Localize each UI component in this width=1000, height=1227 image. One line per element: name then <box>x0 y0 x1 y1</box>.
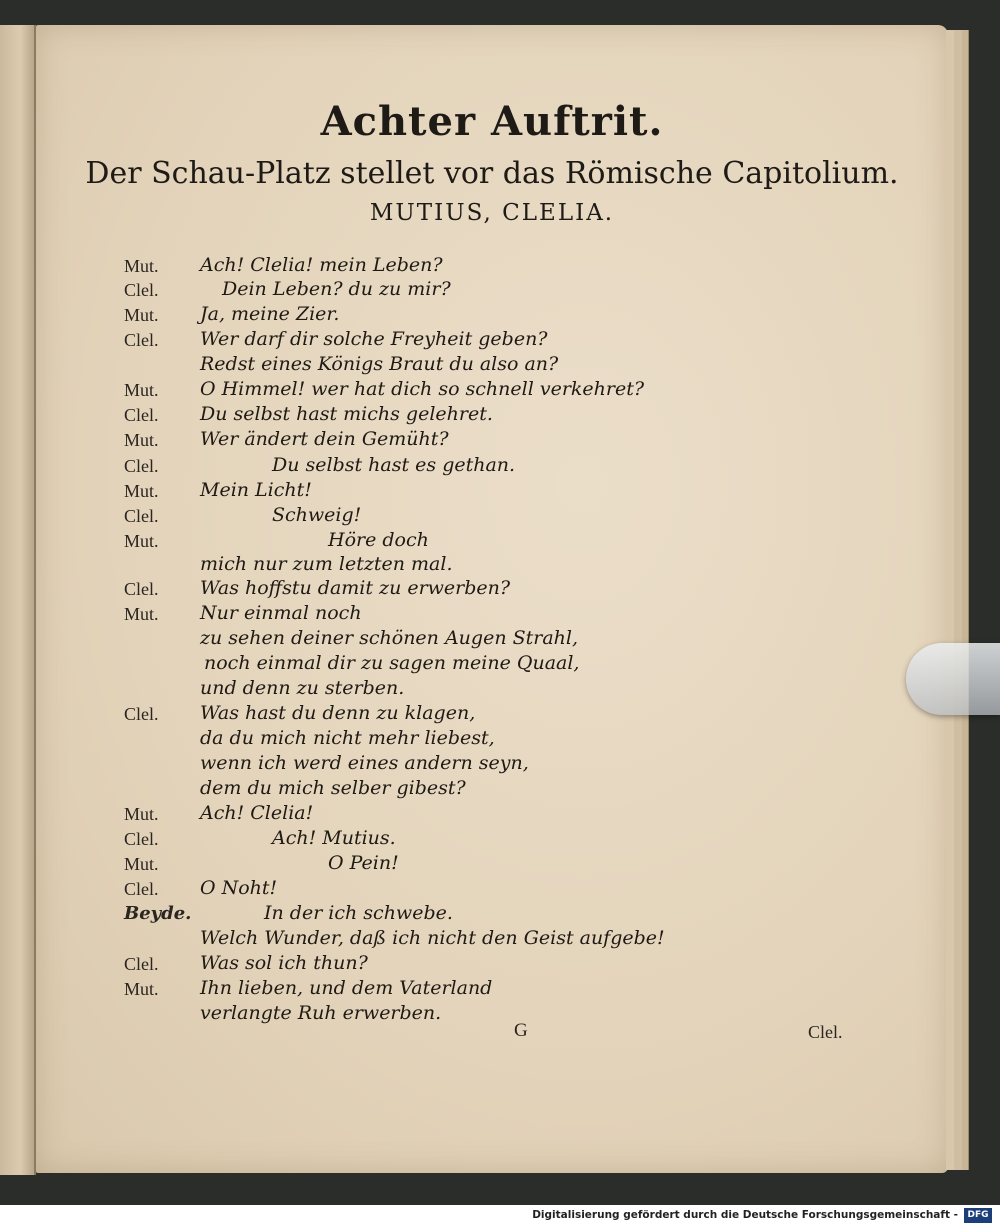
speaker-label: Mut. <box>124 380 159 400</box>
footer-bar <box>0 1205 1000 1227</box>
dialogue-line: O Noht! <box>200 877 278 899</box>
dialogue-line: zu sehen deiner schönen Augen Strahl, <box>200 627 579 649</box>
characters-heading: MUTIUS, CLELIA. <box>369 200 615 226</box>
speaker-label: Clel. <box>124 954 159 974</box>
dialogue-line: noch einmal dir zu sagen meine Quaal, <box>204 652 580 674</box>
dialogue-line: Wer ändert dein Gemüht? <box>200 428 449 450</box>
speaker-label: Clel. <box>124 405 159 425</box>
speaker-label: Clel. <box>124 704 159 724</box>
act-heading: Achter Auftrit. <box>320 98 664 145</box>
dialogue-line: wenn ich werd eines andern seyn, <box>200 752 529 774</box>
speaker-label: Clel. <box>124 280 159 300</box>
speaker-label: Clel. <box>124 879 159 899</box>
speaker-label: Mut. <box>124 804 159 824</box>
dialogue-line: Mein Licht! <box>200 479 312 501</box>
dialogue-line: Ach! Clelia! mein Leben? <box>200 254 443 276</box>
dialogue-line: Ach! Mutius. <box>272 827 396 849</box>
dialogue-line: Dein Leben? du zu mir? <box>222 278 451 300</box>
speaker-label: Mut. <box>124 854 159 874</box>
dialogue-line: dem du mich selber gibest? <box>200 777 466 799</box>
speaker-label: Clel. <box>124 829 159 849</box>
dialogue-line: mich nur zum letzten mal. <box>200 553 453 575</box>
signature-mark: G <box>514 1020 528 1041</box>
speaker-label: Mut. <box>124 256 159 276</box>
dialogue-line: verlangte Ruh erwerben. <box>200 1002 442 1024</box>
dialogue-line: Ja, meine Zier. <box>200 303 340 325</box>
speaker-label: Mut. <box>124 979 159 999</box>
dialogue-line: Redst eines Königs Braut du also an? <box>200 353 559 375</box>
dialogue-line: Ihn lieben, und dem Vaterland <box>200 977 493 999</box>
dfg-logo[interactable]: DFG <box>964 1208 992 1223</box>
dialogue-line: und denn zu sterben. <box>200 677 405 699</box>
dialogue-line: Schweig! <box>272 504 362 526</box>
page-clip <box>906 643 1000 715</box>
speaker-label: Mut. <box>124 531 159 551</box>
speaker-label: Clel. <box>124 579 159 599</box>
catchword: Clel. <box>808 1022 843 1042</box>
dialogue-line: da du mich nicht mehr liebest, <box>200 727 495 749</box>
scene-heading: Der Schau-Platz stellet vor das Römische Capitolium. <box>85 156 899 191</box>
book-page <box>36 25 948 1173</box>
dialogue-line: Was sol ich thun? <box>200 952 368 974</box>
dialogue-line: O Himmel! wer hat dich so schnell verkehret? <box>200 378 645 400</box>
speaker-label: Mut. <box>124 604 159 624</box>
dialogue-line: Welch Wunder, daß ich nicht den Geist aufgebe! <box>200 927 665 949</box>
dialogue-line: Was hoffstu damit zu erwerben? <box>200 577 511 599</box>
dialogue-line: Ach! Clelia! <box>200 802 314 824</box>
dialogue-line: Höre doch <box>328 529 429 551</box>
dialogue-line: In der ich schwebe. <box>264 902 453 924</box>
speaker-label: Mut. <box>124 481 159 501</box>
speaker-label: Clel. <box>124 506 159 526</box>
speaker-label: Mut. <box>124 305 159 325</box>
speaker-label: Mut. <box>124 430 159 450</box>
speaker-label: Beyde. <box>124 903 192 924</box>
dialogue-line: Nur einmal noch <box>200 602 362 624</box>
footer-credit: Digitalisierung gefördert durch die Deutsche Forschungsgemeinschaft - <box>532 1209 958 1221</box>
dialogue-line: Du selbst hast es gethan. <box>272 454 516 476</box>
dialogue-line: Was hast du denn zu klagen, <box>200 702 476 724</box>
dialogue-line: Wer darf dir solche Freyheit geben? <box>200 328 548 350</box>
speaker-label: Clel. <box>124 330 159 350</box>
dialogue-line: Du selbst hast michs gelehret. <box>200 403 493 425</box>
facing-page-edge <box>0 25 36 1175</box>
speaker-label: Clel. <box>124 456 159 476</box>
dialogue-line: O Pein! <box>328 852 399 874</box>
